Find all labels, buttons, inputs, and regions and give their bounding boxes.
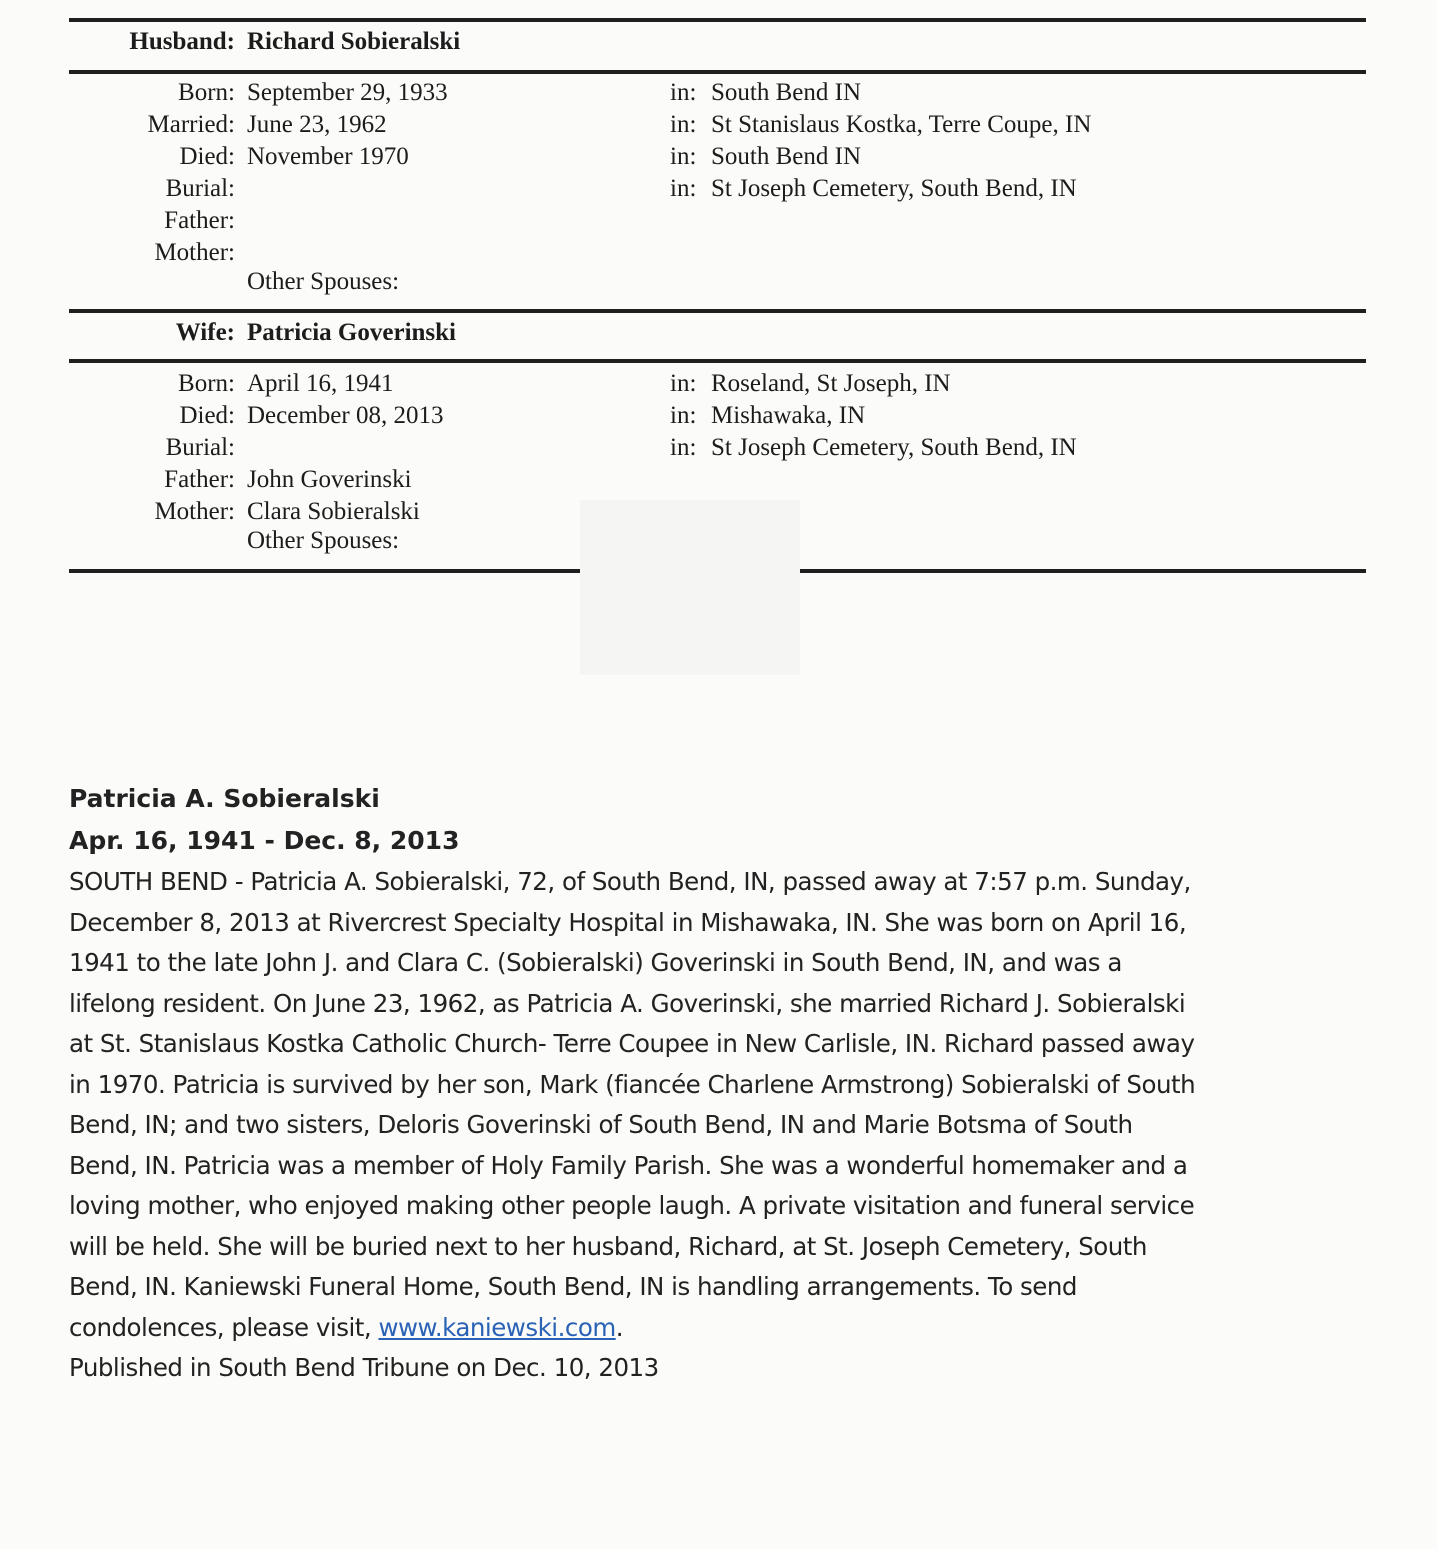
obituary-line: 1941 to the late John J. and Clara C. (Sobieralski) Goverinski in South Bend, IN, and was a — [69, 948, 1122, 977]
obituary-body — [69, 862, 1369, 1348]
wife-field-value: December 08, 2013 — [247, 402, 444, 429]
husband-field-value: June 23, 1962 — [247, 111, 387, 138]
obituary-line: at St. Stanislaus Kostka Catholic Church- Terre Coupee in New Carlisle, IN. Richard passed away — [69, 1029, 1195, 1058]
wife-field-label: Burial: — [165, 434, 235, 461]
wife-field-label: Father: — [164, 466, 235, 493]
wife-other-spouses: Other Spouses: — [247, 527, 400, 554]
obituary-line: SOUTH BEND - Patricia A. Sobieralski, 72, of South Bend, IN, passed away at 7:57 p.m. Sunday, — [69, 867, 1191, 896]
wife-field-value: John Goverinski — [247, 466, 412, 493]
wife-field-value: April 16, 1941 — [247, 370, 394, 397]
wife-field-label: Born: — [178, 370, 235, 397]
husband-field-label: Married: — [147, 111, 235, 138]
husband-other-spouses: Other Spouses: — [247, 268, 400, 295]
husband-field-place: South Bend IN — [711, 143, 861, 170]
wife-name: Patricia Goverinski — [247, 319, 456, 346]
wife-field-value: Clara Sobieralski — [247, 498, 420, 525]
husband-field-place: St Joseph Cemetery, South Bend, IN — [711, 175, 1077, 202]
obituary-line: Bend, IN; and two sisters, Deloris Goverinski of South Bend, IN and Marie Botsma of South — [69, 1110, 1133, 1139]
wife-field-place: Roseland, St Joseph, IN — [711, 370, 951, 397]
husband-field-value: November 1970 — [247, 143, 409, 170]
husband-field-row — [69, 173, 1366, 205]
husband-label: Husband: — [129, 28, 235, 55]
wife-field-place: Mishawaka, IN — [711, 402, 866, 429]
tape-patch — [580, 500, 800, 675]
husband-field-in: in: — [670, 79, 697, 106]
obituary-last-line — [69, 1308, 1369, 1349]
obituary-line: December 8, 2013 at Rivercrest Specialty Hospital in Mishawaka, IN. She was born on April 16, — [69, 907, 1187, 937]
husband-field-row — [69, 205, 1366, 237]
husband-field-value: September 29, 1933 — [247, 79, 448, 106]
wife-field-label: Mother: — [154, 498, 235, 525]
husband-field-label: Burial: — [165, 175, 235, 202]
obituary-last-line-prefix: condolences, please visit, — [69, 1312, 379, 1342]
top-rule — [69, 18, 1366, 22]
husband-field-row — [69, 77, 1366, 109]
obituary-line: will be held. She will be buried next to her husband, Richard, at St. Joseph Cemetery, South — [69, 1231, 1147, 1261]
funeral-home-link[interactable]: www.kaniewski.com — [378, 1312, 616, 1342]
wife-field-row — [69, 368, 1366, 400]
obituary-dates: Apr. 16, 1941 - Dec. 8, 2013 — [69, 826, 460, 855]
wife-label: Wife: — [175, 319, 235, 346]
obituary-line: loving mother, who enjoyed making other people laugh. A private visitation and funeral service — [69, 1191, 1195, 1220]
obituary-line: in 1970. Patricia is survived by her son, Mark (fiancée Charlene Armstrong) Sobieralski of South — [69, 1069, 1196, 1099]
obituary-line: Bend, IN. Kaniewski Funeral Home, South Bend, IN is handling arrangements. To send — [69, 1272, 1077, 1301]
husband-rule — [69, 70, 1366, 74]
wife-field-in: in: — [670, 402, 697, 429]
wife-field-row — [69, 432, 1366, 464]
husband-field-row — [69, 109, 1366, 141]
husband-field-row — [69, 141, 1366, 173]
husband-field-in: in: — [670, 111, 697, 138]
husband-field-row — [69, 237, 1366, 269]
published-note: Published in South Bend Tribune on Dec. 10, 2013 — [69, 1353, 659, 1382]
obituary-line: lifelong resident. On June 23, 1962, as Patricia A. Goverinski, she married Richard J. Sobieralski — [69, 988, 1186, 1018]
obituary-line: Bend, IN. Patricia was a member of Holy Family Parish. She was a wonderful homemaker and a — [69, 1150, 1188, 1180]
wife-field-in: in: — [670, 434, 697, 461]
wife-field-row — [69, 400, 1366, 432]
husband-field-in: in: — [670, 175, 697, 202]
obituary — [69, 778, 1369, 1389]
husband-field-label: Father: — [164, 207, 235, 234]
husband-field-label: Mother: — [154, 239, 235, 266]
wife-field-place: St Joseph Cemetery, South Bend, IN — [711, 434, 1077, 461]
obituary-last-line-suffix: . — [615, 1312, 623, 1342]
wife-field-label: Died: — [179, 402, 235, 429]
wife-field-row — [69, 464, 1366, 496]
wife-field-in: in: — [670, 370, 697, 397]
husband-field-place: South Bend IN — [711, 79, 861, 106]
husband-field-in: in: — [670, 143, 697, 170]
obituary-name: Patricia A. Sobieralski — [69, 784, 380, 813]
husband-field-label: Born: — [178, 79, 235, 106]
husband-field-label: Died: — [179, 143, 235, 170]
husband-name: Richard Sobieralski — [247, 28, 461, 55]
wife-top-rule — [69, 309, 1366, 313]
husband-field-place: St Stanislaus Kostka, Terre Coupe, IN — [711, 111, 1092, 138]
wife-rule — [69, 359, 1366, 363]
